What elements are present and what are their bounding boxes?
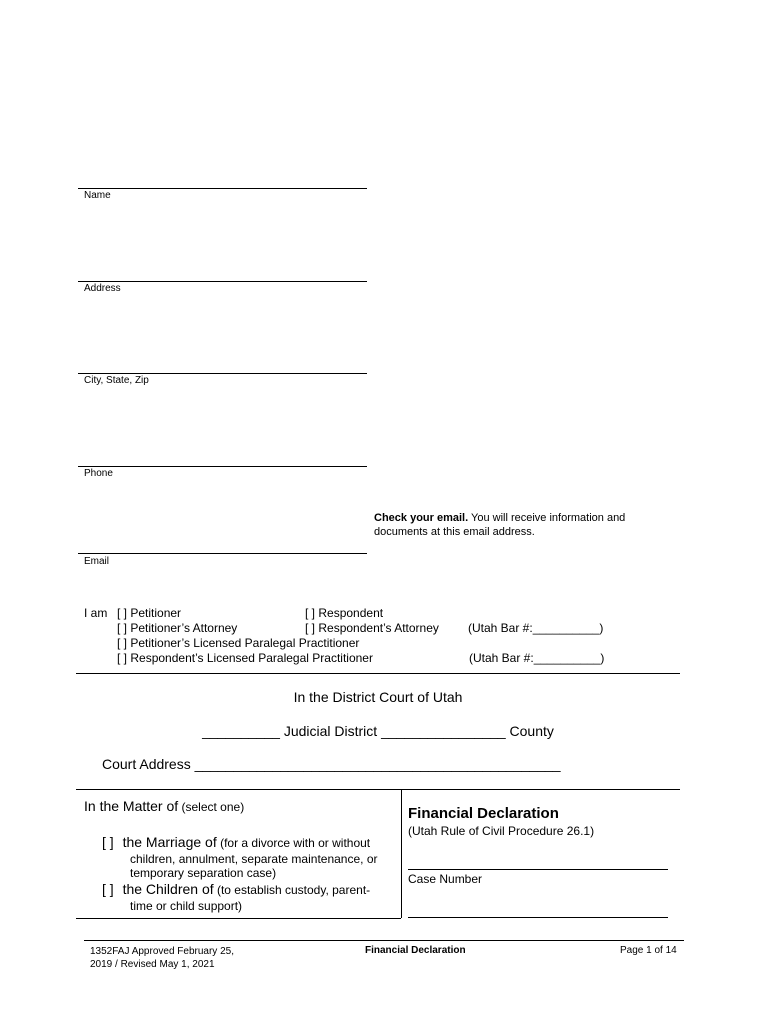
matter-heading-text: In the Matter of	[84, 798, 179, 814]
children-option[interactable]	[102, 881, 370, 899]
email-label: Email	[84, 556, 110, 567]
court-title: In the District Court of Utah	[293, 689, 463, 705]
form-subtitle: (Utah Rule of Civil Procedure 26.1)	[408, 824, 595, 838]
utah-bar-field-1[interactable]: (Utah Bar #:__________)	[468, 621, 604, 635]
phone-label: Phone	[84, 468, 113, 479]
petitioners-attorney-label: Petitioner’s Attorney	[130, 621, 238, 635]
judicial-district-line[interactable]: __________ Judicial District ________________ County	[202, 723, 554, 739]
bracket: [ ]	[117, 606, 128, 620]
respondents-attorney-checkbox[interactable]	[305, 621, 439, 635]
footer-title: Financial Declaration	[365, 945, 466, 956]
name-line[interactable]	[78, 188, 367, 189]
marriage-option[interactable]	[102, 834, 370, 852]
respondents-attorney-label: Respondent’s Attorney	[318, 621, 439, 635]
children-note: (to establish custody, parent-	[213, 883, 371, 897]
name-label: Name	[84, 190, 111, 201]
bracket: [ ]	[102, 881, 114, 897]
respondents-paralegal-checkbox[interactable]	[117, 651, 373, 665]
phone-line[interactable]	[78, 466, 367, 467]
matter-heading-note: (select one)	[178, 800, 245, 814]
city-state-zip-line[interactable]	[78, 373, 367, 374]
bracket: [ ]	[117, 621, 128, 635]
city-state-zip-label: City, State, Zip	[84, 375, 149, 386]
marriage-note-3: temporary separation case)	[130, 866, 277, 880]
children-label: the Children of	[122, 881, 214, 897]
court-address-line[interactable]: Court Address _______________________________________________	[102, 756, 561, 772]
bracket: [ ]	[117, 651, 128, 665]
email-line[interactable]	[78, 553, 367, 554]
judge-line[interactable]	[408, 917, 668, 918]
bracket: [ ]	[102, 834, 114, 850]
i-am-label: I am	[84, 606, 108, 620]
bracket: [ ]	[305, 621, 316, 635]
bracket: [ ]	[305, 606, 316, 620]
address-label: Address	[84, 283, 121, 294]
footer-form-id	[90, 945, 234, 971]
respondents-paralegal-label: Respondent’s Licensed Paralegal Practitioner	[130, 651, 373, 665]
case-number-line[interactable]	[408, 869, 668, 870]
marriage-note: (for a divorce with or without	[216, 836, 371, 850]
footer-form-id-line2: 2019 / Revised May 1, 2021	[90, 959, 215, 970]
email-notice	[374, 511, 625, 539]
form-title: Financial Declaration	[408, 805, 559, 822]
footer-divider	[84, 940, 684, 941]
utah-bar-field-2[interactable]: (Utah Bar #:__________)	[469, 651, 605, 665]
marriage-note-2: children, annulment, separate maintenance, or	[130, 852, 378, 866]
marriage-label: the Marriage of	[122, 834, 217, 850]
caption-bottom-border	[76, 918, 401, 919]
email-notice-line2: documents at this email address.	[374, 526, 535, 538]
children-note-2: time or child support)	[130, 899, 243, 913]
petitioners-paralegal-label: Petitioner’s Licensed Paralegal Practitioner	[130, 636, 360, 650]
section-divider	[76, 673, 680, 674]
respondent-checkbox[interactable]	[305, 606, 383, 620]
caption-divider	[401, 789, 402, 918]
email-notice-rest: You will receive information and	[468, 512, 626, 524]
petitioners-attorney-checkbox[interactable]	[117, 621, 237, 635]
caption-top-border	[76, 789, 680, 790]
email-notice-bold: Check your email.	[374, 512, 469, 524]
petitioner-label: Petitioner	[130, 606, 182, 620]
case-number-label: Case Number	[408, 872, 483, 886]
respondent-label: Respondent	[318, 606, 384, 620]
bracket: [ ]	[117, 636, 128, 650]
footer-page-number: Page 1 of 14	[620, 945, 677, 956]
petitioner-checkbox[interactable]	[117, 606, 181, 620]
footer-form-id-line1: 1352FAJ Approved February 25,	[90, 946, 234, 957]
matter-heading	[84, 798, 244, 816]
petitioners-paralegal-checkbox[interactable]	[117, 636, 359, 650]
address-line[interactable]	[78, 281, 367, 282]
